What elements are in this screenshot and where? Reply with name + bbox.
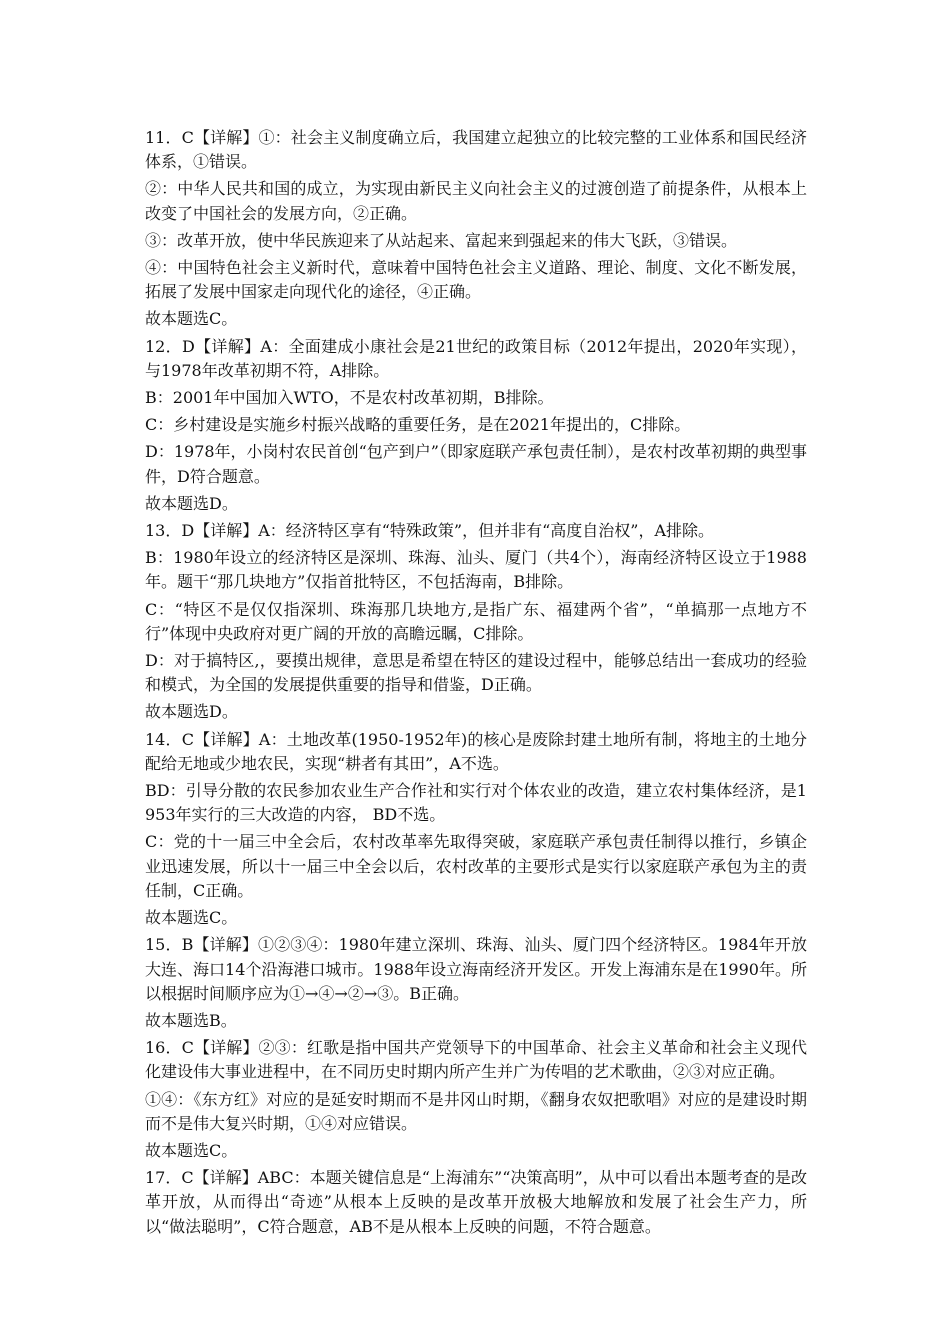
- paragraph-q14-option-bd: BD：引导分散的农民参加农业生产合作社和实行对个体农业的改造，建立农村集体经济，是1953年实行的三大改造的内容， BD不选。: [145, 781, 807, 825]
- paragraph-q12-option-b: B：2001年中国加入WTO，不是农村改革初期，B排除。: [145, 388, 554, 408]
- paragraph-q16-answer: 故本题选C。: [145, 1140, 238, 1160]
- paragraph-q11-option-2: ②：中华人民共和国的成立，为实现由新民主义向社会主义的过渡创造了前提条件，从根本上改变了中国社会的发展方向，②正确。: [145, 179, 807, 223]
- paragraph-q11-answer: 故本题选C。: [145, 309, 238, 329]
- paragraph-q15-answer: 故本题选B。: [145, 1010, 237, 1030]
- paragraph-q14-option-c: C：党的十一届三中全会后，农村改革率先取得突破，家庭联产承包责任制得以推行，乡镇企业迅速发展，所以十一届三中全会以后，农村改革的主要形式是实行以家庭联产承包为主的责任制，C正确。: [145, 832, 807, 900]
- paragraph-q12-option-d: D：1978年，小岗村农民首创“包产到户”（即家庭联产承包责任制），是农村改革初期的典型事件，D符合题意。: [145, 442, 807, 486]
- paragraph-q12-option-c: C：乡村建设是实施乡村振兴战略的重要任务，是在2021年提出的，C排除。: [145, 415, 691, 435]
- paragraph-q16-option-14: ①④：《东方红》对应的是延安时期而不是井冈山时期，《翻身农奴把歌唱》对应的是建设时期而不是伟大复兴时期，①④对应错误。: [145, 1089, 807, 1133]
- paragraph-q11-detail: 11．C【详解】①：社会主义制度确立后，我国建立起独立的比较完整的工业体系和国民经济体系，①错误。: [145, 128, 807, 172]
- paragraph-q15-detail: 15．B【详解】①②③④：1980年建立深圳、珠海、汕头、厦门四个经济特区。1984年开放大连、海口14个沿海港口城市。1988年设立海南经济开发区。开发上海浦东是在1990年。所以根据时间顺序应为①→④→②→③。B正确。: [145, 935, 807, 1003]
- paragraph-q13-answer: 故本题选D。: [145, 702, 238, 722]
- answer-explanations: [145, 126, 807, 1242]
- paragraph-q12-answer: 故本题选D。: [145, 493, 238, 513]
- paragraph-q11-option-3: ③：改革开放，使中华民族迎来了从站起来、富起来到强起来的伟大飞跃，③错误。: [145, 230, 738, 250]
- paragraph-q14-answer: 故本题选C。: [145, 908, 238, 928]
- paragraph-q12-detail: 12．D【详解】A：全面建成小康社会是21世纪的政策目标（2012年提出，2020年实现），与1978年改革初期不符，A排除。: [145, 336, 807, 380]
- paragraph-q13-detail: 13．D【详解】A：经济特区享有“特殊政策”，但并非有“高度自治权”，A排除。: [145, 521, 715, 541]
- paragraph-q13-option-b: B：1980年设立的经济特区是深圳、珠海、汕头、厦门（共4个），海南经济特区设立于1988年。题干“那几块地方”仅指首批特区，不包括海南，B排除。: [145, 548, 807, 592]
- paragraph-q17-detail: 17．C【详解】ABC：本题关键信息是“上海浦东”“决策高明”，从中可以看出本题考查的是改革开放，从而得出“奇迹”从根本上反映的是改革开放极大地解放和发展了社会生产力，所以“做法聪明”，C符合题意，AB不是从根本上反映的问题，不符合题意。: [145, 1168, 807, 1236]
- paragraph-q11-option-4: ④：中国特色社会主义新时代，意味着中国特色社会主义道路、理论、制度、文化不断发展，拓展了发展中国家走向现代化的途径，④正确。: [145, 258, 807, 302]
- paragraph-q13-option-d: D：对于搞特区,，要摸出规律，意思是希望在特区的建设过程中，能够总结出一套成功的经验和模式，为全国的发展提供重要的指导和借鉴，D正确。: [145, 651, 807, 695]
- paragraph-q14-detail: 14．C【详解】A：土地改革(1950-1952年)的核心是废除封建土地所有制，将地主的土地分配给无地或少地农民，实现“耕者有其田”，A不选。: [145, 729, 807, 773]
- paragraph-q16-detail: 16．C【详解】②③：红歌是指中国共产党领导下的中国革命、社会主义革命和社会主义现代化建设伟大事业进程中，在不同历史时期内所产生并广为传唱的艺术歌曲，②③对应正确。: [145, 1038, 807, 1082]
- paragraph-q13-option-c: C：“特区不是仅仅指深圳、珠海那几块地方,是指广东、福建两个省”，“单搞那一点地方不行”体现中央政府对更广阔的开放的高瞻远瞩，C排除。: [145, 599, 807, 643]
